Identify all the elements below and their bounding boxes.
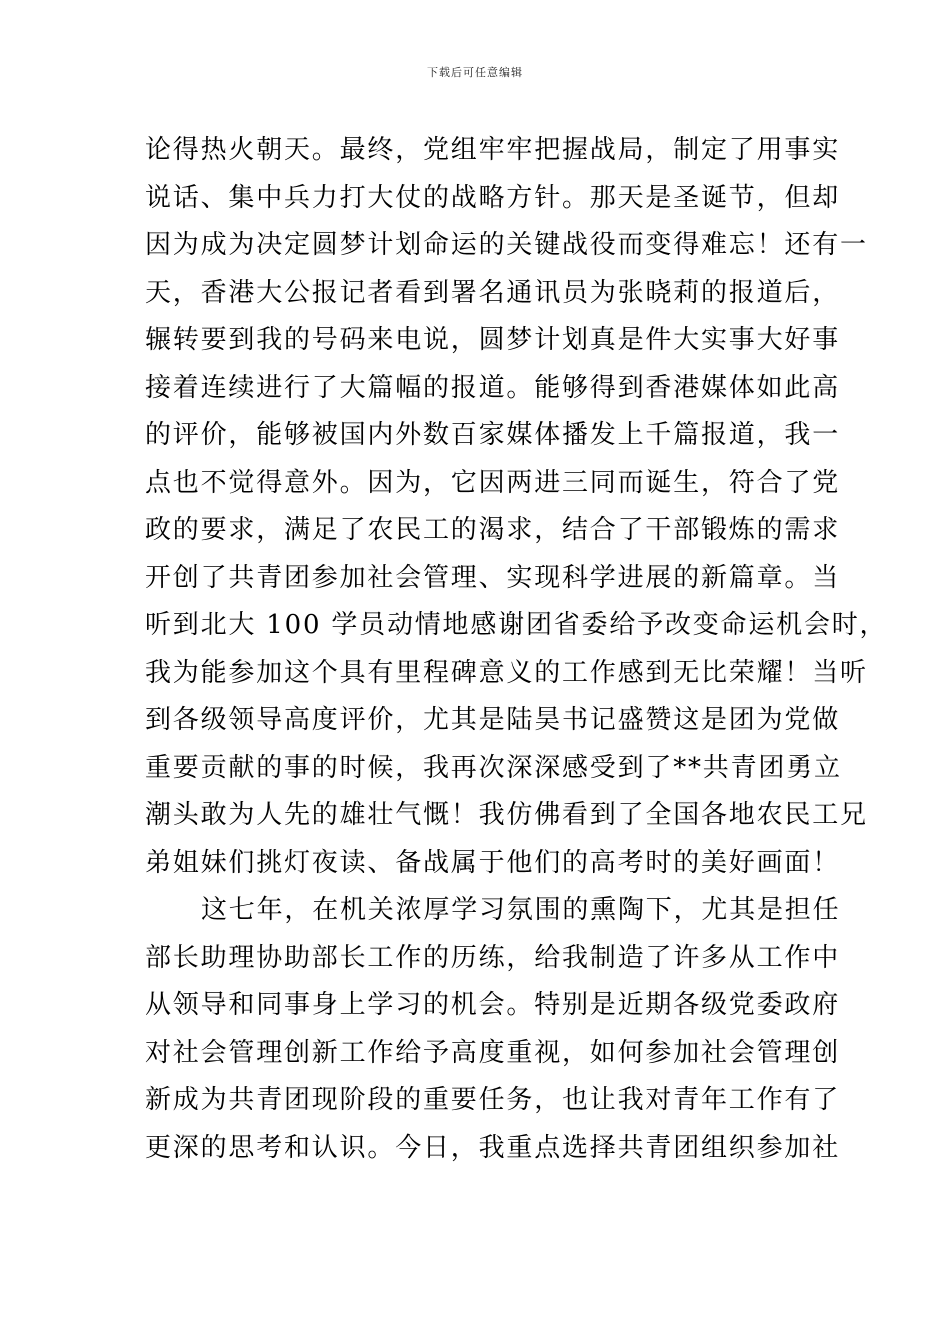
paragraph-1 — [145, 127, 888, 887]
text-line: 从领导和同事身上学习的机会。特别是近期各级党委政府 — [145, 990, 841, 1020]
text-line: 开创了共青团参加社会管理、实现科学进展的新篇章。当 — [145, 562, 841, 593]
text-line: 政的要求，满足了农民工的渴求，结合了干部锻炼的需求 — [145, 515, 841, 545]
text-line: 论得热火朝天。最终，党组牢牢把握战局，制定了用事实 — [145, 135, 841, 165]
text-line: 天，香港大公报记者看到署名通讯员为张晓莉的报道后， — [145, 277, 841, 308]
text-line: 弟姐妹们挑灯夜读、备战属于他们的高考时的美好画面！ — [145, 847, 841, 878]
body-text — [145, 127, 888, 1172]
text-line: 部长助理协助部长工作的历练，给我制造了许多从工作中 — [145, 942, 841, 973]
text-line: 我为能参加这个具有里程碑意义的工作感到无比荣耀！当听 — [145, 657, 868, 688]
text-line: 听到北大 100 学员动情地感谢团省委给予改变命运机会时， — [145, 610, 888, 640]
text-line: 重要贡献的事的时候，我再次深深感受到了**共青团勇立 — [145, 752, 842, 783]
text-line: 对社会管理创新工作给予高度重视，如何参加社会管理创 — [145, 1037, 841, 1068]
text-line: 的评价，能够被国内外数百家媒体播发上千篇报道，我一 — [145, 420, 841, 450]
text-line: 点也不觉得意外。因为，它因两进三同而诞生，符合了党 — [145, 467, 841, 498]
paragraph-2 — [145, 887, 841, 1172]
text-line: 更深的思考和认识。今日，我重点选择共青团组织参加社 — [145, 1132, 841, 1163]
text-line: 新成为共青团现阶段的重要任务，也让我对青年工作有了 — [145, 1085, 841, 1115]
text-line: 这七年，在机关浓厚学习氛围的熏陶下，尤其是担任 — [201, 895, 841, 925]
text-line: 接着连续进行了大篇幅的报道。能够得到香港媒体如此高 — [145, 372, 841, 403]
text-line: 因为成为决定圆梦计划命运的关键战役而变得难忘！还有一 — [145, 230, 868, 260]
text-line: 到各级领导高度评价，尤其是陆昊书记盛赞这是团为党做 — [145, 705, 841, 735]
text-line: 辗转要到我的号码来电说，圆梦计划真是件大实事大好事 — [145, 325, 841, 355]
page-header: 下载后可任意编辑 — [427, 66, 523, 79]
text-line: 说话、集中兵力打大仗的战略方针。那天是圣诞节，但却 — [145, 182, 841, 213]
text-line: 潮头敢为人先的雄壮气慨！我仿佛看到了全国各地农民工兄 — [145, 800, 868, 830]
